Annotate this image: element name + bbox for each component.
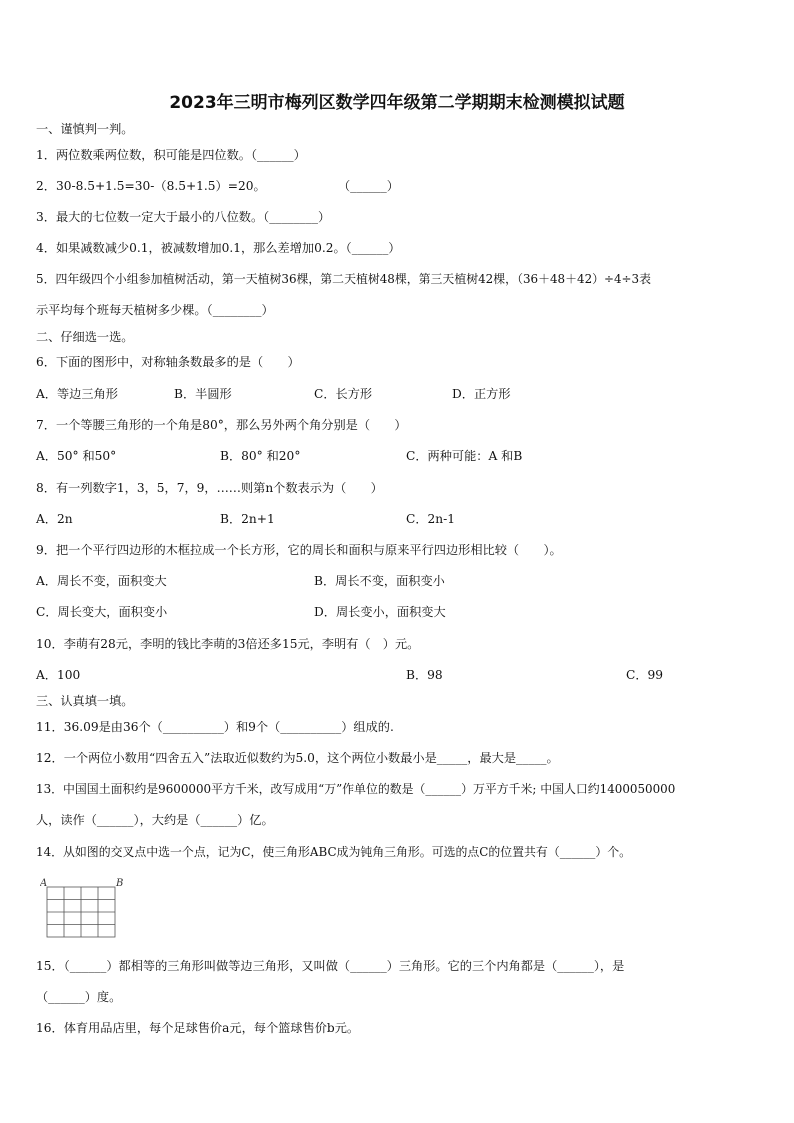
question-13-line-1: 13．中国国土面积约是9600000平方千米，改写成用“万”作单位的数是（______）万平方千米; 中国人口约1400050000: [36, 782, 676, 796]
grid-figure: [40, 876, 130, 942]
option-b: B．周长不变，面积变小: [314, 574, 445, 588]
question-13-line-2: 人，读作（______），大约是（______）亿。: [36, 813, 274, 827]
question-1: 1．两位数乘两位数，积可能是四位数。（______）: [36, 148, 306, 162]
question-12: 12．一个两位小数用“四舍五入”法取近似数约为5.0，这个两位小数最小是_____，最大是_____。: [36, 751, 559, 765]
question-7: 7．一个等腰三角形的一个角是80°，那么另外两个角分别是（ ）: [36, 418, 407, 432]
option-d: D．正方形: [452, 387, 511, 401]
question-11: 11．36.09是由36个（__________）和9个（__________）组成的.: [36, 720, 394, 734]
option-c: C．99: [626, 668, 664, 682]
question-5-line-2: 示平均每个班每天植树多少棵。（________）: [36, 303, 274, 317]
option-a: A．周长不变，面积变大: [36, 574, 167, 588]
section-heading-fill: 三、认真填一填。: [36, 694, 134, 708]
page-title: 2023年三明市梅列区数学四年级第二学期期末检测模拟试题: [169, 93, 625, 113]
question-2: [36, 178, 764, 194]
question-2-text: 2．30-8.5+1.5=30-（8.5+1.5）=20。: [36, 179, 266, 193]
option-a: A．100: [36, 668, 81, 682]
question-14: 14．从如图的交叉点中选一个点，记为C，使三角形ABC成为钝角三角形。可选的点C的位置共有（______）个。: [36, 845, 632, 859]
option-b: B．98: [406, 668, 443, 682]
section-heading-choose: 二、仔细选一选。: [36, 330, 134, 344]
question-6: 6．下面的图形中，对称轴条数最多的是（ ）: [36, 355, 300, 369]
section-heading-judge: 一、谨慎判一判。: [36, 122, 134, 136]
grid-lines: [47, 887, 115, 937]
option-c: C．长方形: [314, 387, 373, 401]
point-b-label: B: [116, 878, 124, 889]
option-c: C．2n-1: [406, 512, 455, 526]
question-10: 10．李萌有28元，李明的钱比李萌的3倍还多15元，李明有（ ）元。: [36, 637, 420, 651]
option-a: A．2n: [36, 512, 73, 526]
option-b: B．80° 和20°: [220, 449, 301, 463]
question-5-line-1: 5．四年级四个小组参加植树活动，第一天植树36棵，第二天植树48棵，第三天植树42棵，（36＋48＋42）÷4÷3表: [36, 272, 651, 286]
question-15-line-2: （______）度。: [36, 990, 122, 1004]
question-16: 16．体育用品店里，每个足球售价a元，每个篮球售价b元。: [36, 1021, 360, 1035]
question-2-blank: （______）: [338, 179, 399, 193]
question-15-line-1: 15．（______）都相等的三角形叫做等边三角形，又叫做（______）三角形。它的三个内角都是（______），是: [36, 959, 625, 973]
question-8: 8．有一列数字1，3，5，7，9，……则第n个数表示为（ ）: [36, 481, 383, 495]
question-4: 4．如果减数减少0.1，被减数增加0.1，那么差增加0.2。（______）: [36, 241, 401, 255]
option-d: D．周长变小，面积变大: [314, 605, 446, 619]
point-a-label: A: [40, 878, 48, 889]
option-c: C．周长变大，面积变小: [36, 605, 168, 619]
option-b: B．半圆形: [174, 387, 232, 401]
question-3: 3．最大的七位数一定大于最小的八位数。（________）: [36, 210, 331, 224]
question-9: 9．把一个平行四边形的木框拉成一个长方形，它的周长和面积与原来平行四边形相比较（ ）。: [36, 543, 562, 557]
option-c: C．两种可能：A 和B: [406, 449, 523, 463]
option-a: A．50° 和50°: [36, 449, 117, 463]
option-b: B．2n+1: [220, 512, 275, 526]
option-a: A．等边三角形: [36, 387, 118, 401]
